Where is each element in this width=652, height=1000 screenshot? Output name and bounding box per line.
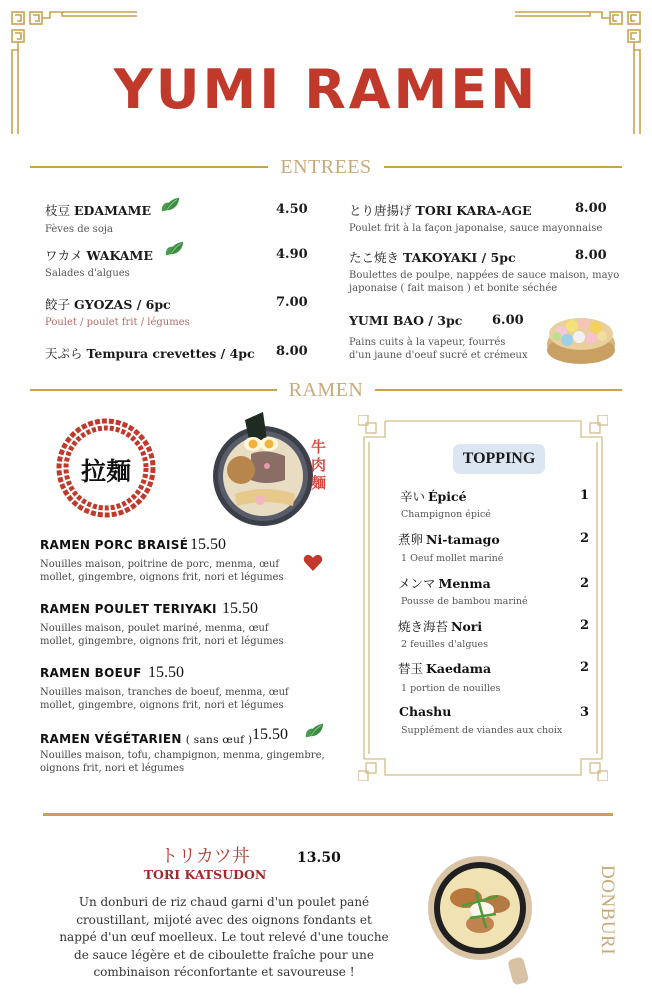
item-description: d'un jaune d'oeuf sucré et crémeux xyxy=(349,350,528,361)
heart-icon xyxy=(303,554,323,572)
donburi-item-price: 13.50 xyxy=(297,850,341,866)
donburi-item-description xyxy=(38,894,410,982)
description-line: de sauce légère et de ciboulette fraîche pour une xyxy=(74,947,374,962)
topping-price: 3 xyxy=(580,705,590,720)
entrees-left-column xyxy=(45,200,315,365)
section-title: RAMEN xyxy=(288,378,364,401)
topping-description: Pousse de bambou mariné xyxy=(401,596,528,607)
menu-item-takoyaki xyxy=(349,247,516,266)
item-description: Boulettes de poulpe, nappées de sauce maison, mayo xyxy=(349,270,620,281)
item-price: 8.00 xyxy=(575,248,607,263)
topping-price: 2 xyxy=(580,531,590,546)
topping-title-badge: TOPPING xyxy=(453,444,545,474)
menu-item-gyozas xyxy=(45,294,171,313)
item-name: とり唐揚げ TORI KARA-AGE xyxy=(349,203,532,218)
item-name: ワカメ WAKAME xyxy=(45,248,153,263)
item-price: 4.50 xyxy=(276,202,308,217)
item-price: 7.00 xyxy=(276,295,308,310)
menu-item-edamame xyxy=(45,200,151,219)
topping-description: 1 portion de nouilles xyxy=(401,683,501,694)
ramen-item-description: oignons frit, nori et légumes xyxy=(40,763,185,774)
topping-description: 2 feuilles d'algues xyxy=(401,639,489,650)
item-description: Pains cuits à la vapeur, fourrés xyxy=(349,337,506,348)
topping-item-menma: メンマ Menma xyxy=(398,576,491,591)
item-price: 8.00 xyxy=(575,201,607,216)
item-description: Poulet frit à la façon japonaise, sauce mayonnaise xyxy=(349,223,603,234)
bowl-label: 牛肉麺 xyxy=(311,438,327,492)
menu-item-yumi-bao: YUMI BAO / 3pc xyxy=(349,313,463,328)
ramen-item-name: RAMEN POULET TERIYAKI xyxy=(40,602,217,616)
katsudon-bowl-image xyxy=(428,840,533,985)
entrees-right-column xyxy=(349,200,649,365)
donburi-item-jp-name: トリカツ丼 xyxy=(160,846,250,867)
divider-line xyxy=(30,166,268,168)
item-price: 8.00 xyxy=(276,344,308,359)
item-name: たこ焼き TAKOYAKI / 5pc xyxy=(349,250,516,265)
section-title: ENTREES xyxy=(280,155,372,178)
section-header-ramen xyxy=(30,379,622,401)
restaurant-title: YUMI RAMEN xyxy=(113,58,539,121)
topping-price: 2 xyxy=(580,618,590,633)
ramen-bowl-image xyxy=(205,410,330,530)
description-line: nappé d'un œuf moelleux. Le tout relevé d'une touche xyxy=(59,930,389,944)
description-line: croustillant, mijoté avec des oignons fondants et xyxy=(76,912,372,927)
bao-basket-image xyxy=(545,306,617,366)
leaf-icon xyxy=(159,196,181,214)
item-description: Fèves de soja xyxy=(45,224,113,235)
description-line: combinaison réconfortante et savoureuse ! xyxy=(93,965,355,979)
ramen-item-price: 15.50 xyxy=(222,600,258,617)
item-name: 天ぷら Tempura crevettes / 4pc xyxy=(45,346,255,361)
ramen-list xyxy=(40,536,340,776)
item-name: 枝豆 EDAMAME xyxy=(45,203,151,218)
ramen-item-description: Nouilles maison, poulet mariné, menma, œuf xyxy=(40,623,269,634)
item-description: Poulet / poulet frit / légumes xyxy=(45,317,190,328)
ramen-item-description: Nouilles maison, tofu, champignon, menma, gingembre, xyxy=(40,750,325,761)
ramen-item-description: Nouilles maison, poitrine de porc, menma, œuf xyxy=(40,559,280,570)
ramen-logo-text: 拉麺 xyxy=(80,457,131,486)
menu-item-tempura xyxy=(45,343,255,362)
ramen-item-price: 15.50 xyxy=(190,536,226,553)
item-description: japonaise ( fait maison ) et bonite séchée xyxy=(349,283,558,294)
topping-item-epice: 辛い Épicé xyxy=(400,489,467,504)
ramen-item-price: 15.50 xyxy=(252,726,288,743)
topping-description: Champignon épicé xyxy=(401,509,491,520)
topping-price: 2 xyxy=(580,576,590,591)
menu-item-tori-kara-age xyxy=(349,200,532,219)
topping-price: 1 xyxy=(580,488,590,503)
ramen-item-description: Nouilles maison, tranches de boeuf, menma, œuf xyxy=(40,687,289,698)
ramen-item-description: mollet, gingembre, oignons frit, nori et légumes xyxy=(40,572,284,583)
donburi-divider xyxy=(43,813,613,816)
leaf-icon xyxy=(303,722,325,740)
ramen-item-name: RAMEN PORC BRAISÉ xyxy=(40,538,189,552)
topping-price: 2 xyxy=(580,660,590,675)
topping-description: Supplément de viandes aux choix xyxy=(401,725,563,736)
item-name: 餃子 GYOZAS / 6pc xyxy=(45,297,171,312)
divider-line xyxy=(30,389,277,391)
divider-line xyxy=(375,389,622,391)
ramen-item-name: RAMEN VÉGÉTARIEN ( sans œuf ) xyxy=(40,732,253,746)
topping-item-chashu: Chashu xyxy=(399,704,452,719)
menu-item-wakame xyxy=(45,245,153,264)
ramen-item-name: RAMEN BOEUF xyxy=(40,666,142,680)
ramen-item-description: mollet, gingembre, oignons frit, nori et légumes xyxy=(40,636,284,647)
donburi-item-name: TORI KATSUDON xyxy=(143,867,267,882)
topping-item-nori: 焼き海苔 Nori xyxy=(398,619,483,634)
section-header-entrees xyxy=(30,156,622,178)
ramen-item-price: 15.50 xyxy=(148,664,184,681)
topping-list xyxy=(400,487,600,747)
topping-item-kaedama: 替玉 Kaedama xyxy=(398,661,492,676)
divider-line xyxy=(384,166,622,168)
item-price: 6.00 xyxy=(492,313,524,328)
topping-description: 1 Oeuf mollet mariné xyxy=(401,553,504,564)
ramen-item-description: mollet, gingembre, oignons frit, nori et légumes xyxy=(40,700,284,711)
topping-item-ni-tamago: 煮卵 Ni-tamago xyxy=(398,532,500,547)
leaf-icon xyxy=(163,240,185,258)
ramen-logo xyxy=(56,418,156,518)
item-description: Salades d'algues xyxy=(45,268,130,279)
description-line: Un donburi de riz chaud garni d'un poulet pané xyxy=(78,895,370,909)
ramen-item-vegetarien xyxy=(40,728,252,747)
section-label-donburi: DONBURI xyxy=(597,865,618,956)
item-price: 4.90 xyxy=(276,247,308,262)
